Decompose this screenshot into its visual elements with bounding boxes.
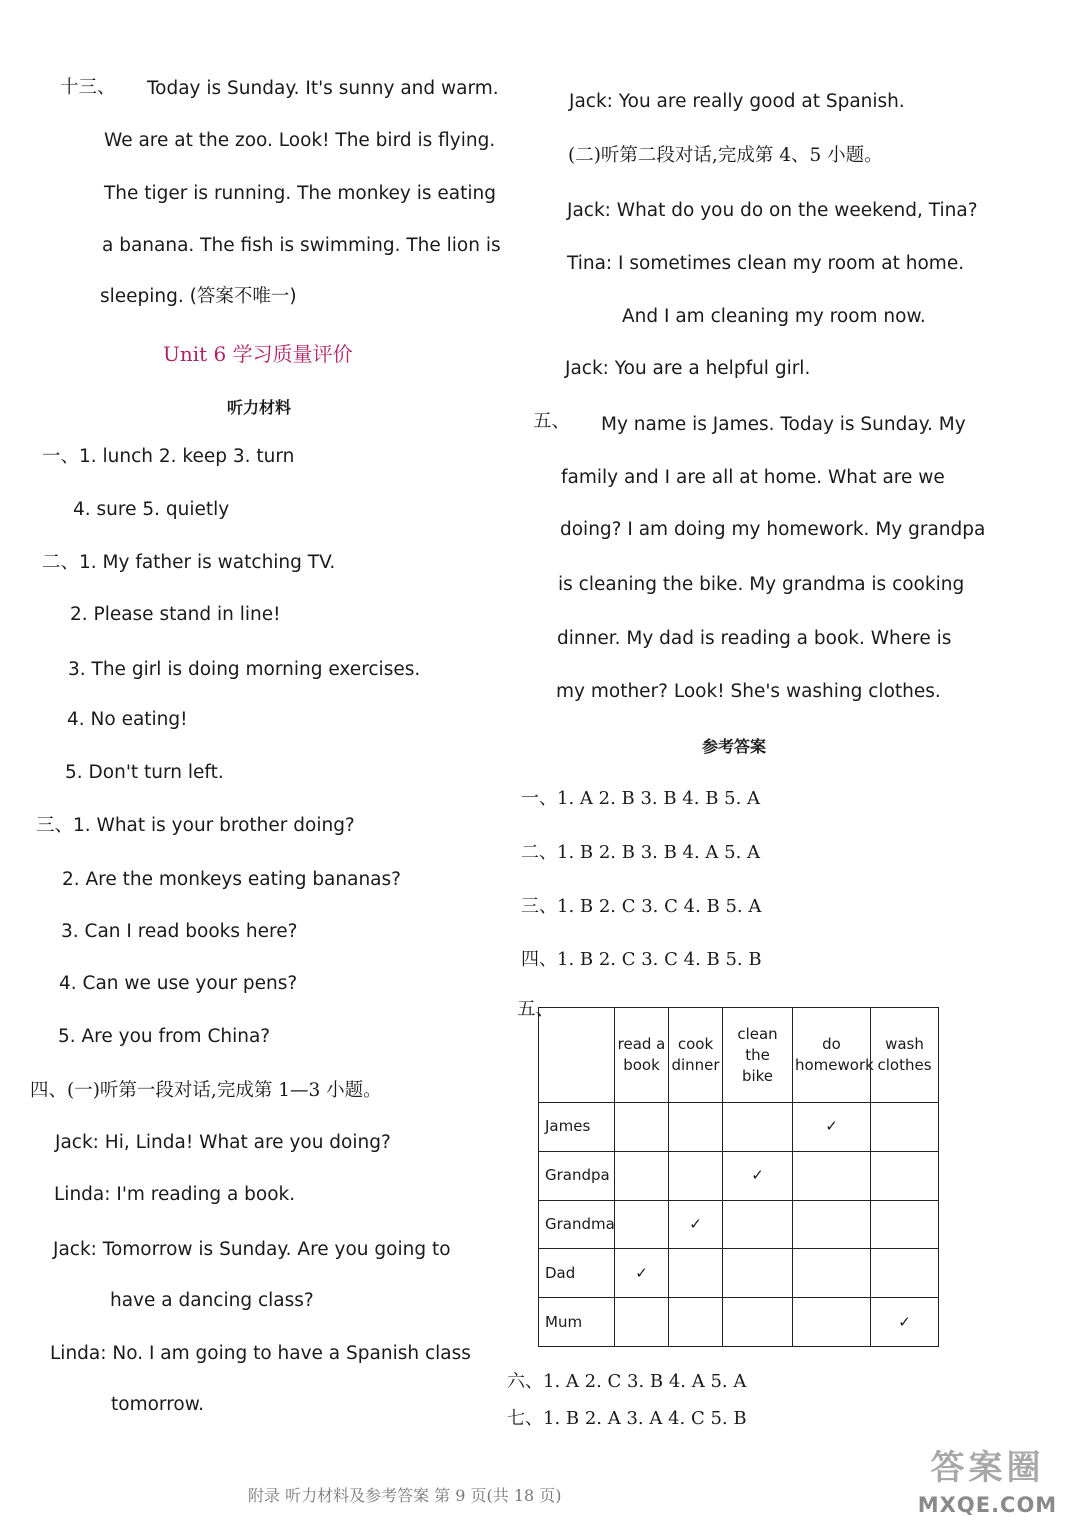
dialogue-1-line-6: tomorrow. xyxy=(111,1394,205,1415)
column-header-line: bike xyxy=(741,1066,774,1085)
row-name: Grandpa xyxy=(539,1151,615,1200)
check-cell xyxy=(723,1103,793,1152)
answer-key-title: 参考答案 xyxy=(702,737,767,756)
row-name: Mum xyxy=(539,1298,615,1347)
column-header xyxy=(669,1008,723,1103)
check-cell xyxy=(723,1298,793,1347)
section-3-item-4: 4. Can we use your pens? xyxy=(59,973,298,994)
dialogue-2-line-4: Jack: You are a helpful girl. xyxy=(565,358,811,379)
section-2-item-4: 4. No eating! xyxy=(67,709,188,730)
row-name: James xyxy=(539,1103,615,1152)
check-cell xyxy=(615,1151,669,1200)
check-cell xyxy=(871,1249,939,1298)
check-cell: ✓ xyxy=(871,1298,939,1347)
section-13-number: 十三、 xyxy=(60,77,116,98)
check-cell xyxy=(723,1249,793,1298)
watermark-text: 答案圈 xyxy=(930,1448,1045,1488)
answer-row-2: 二、1. B 2. B 3. B 4. A 5. A xyxy=(521,842,761,863)
dialogue-1-line-2: Linda: I'm reading a book. xyxy=(54,1184,296,1205)
dialogue-2-header: (二)听第二段对话,完成第 4、5 小题。 xyxy=(568,145,883,166)
check-cell xyxy=(793,1151,871,1200)
row-name: Dad xyxy=(539,1249,615,1298)
check-cell: ✓ xyxy=(723,1151,793,1200)
table-row xyxy=(539,1103,939,1152)
check-cell xyxy=(615,1103,669,1152)
dialogue-1-line-3: Jack: Tomorrow is Sunday. Are you going to xyxy=(53,1239,451,1260)
section-3-item-1: 三、1. What is your brother doing? xyxy=(36,815,355,836)
passage-line-2: family and I are all at home. What are we xyxy=(561,467,945,488)
section-2-item-3: 3. The girl is doing morning exercises. xyxy=(68,659,421,680)
column-header-line: clean the xyxy=(737,1024,778,1064)
passage-line-3: doing? I am doing my homework. My grandpa xyxy=(560,519,986,540)
section-13-line-4: a banana. The fish is swimming. The lion is xyxy=(102,235,501,256)
section-13-line-5: sleeping. (答案不唯一) xyxy=(100,286,297,307)
table-row xyxy=(539,1200,939,1249)
section-3-item-2: 2. Are the monkeys eating bananas? xyxy=(62,869,401,890)
section-13-line-1: Today is Sunday. It's sunny and warm. xyxy=(147,78,499,99)
dialogue-1-line-5: Linda: No. I am going to have a Spanish class xyxy=(50,1343,471,1364)
check-cell xyxy=(669,1249,723,1298)
passage-line-1: My name is James. Today is Sunday. My xyxy=(601,414,966,435)
table-header-row xyxy=(539,1008,939,1103)
check-cell: ✓ xyxy=(669,1200,723,1249)
check-cell xyxy=(793,1249,871,1298)
check-cell xyxy=(669,1298,723,1347)
section-13-line-3: The tiger is running. The monkey is eating xyxy=(104,183,496,204)
row-name: Grandma xyxy=(539,1200,615,1249)
answer-table xyxy=(538,1007,939,1347)
check-cell xyxy=(871,1103,939,1152)
check-cell xyxy=(615,1200,669,1249)
section-3-item-3: 3. Can I read books here? xyxy=(61,921,298,942)
answer-row-4: 四、1. B 2. C 3. C 4. B 5. B xyxy=(521,949,762,970)
check-cell xyxy=(793,1200,871,1249)
column-header xyxy=(723,1008,793,1103)
check-cell xyxy=(793,1298,871,1347)
section-2-item-5: 5. Don't turn left. xyxy=(65,762,224,783)
section-3-item-5: 5. Are you from China? xyxy=(58,1026,271,1047)
check-cell xyxy=(871,1151,939,1200)
check-cell: ✓ xyxy=(615,1249,669,1298)
column-header xyxy=(615,1008,669,1103)
watermark-url: MXQE.COM xyxy=(917,1493,1058,1517)
check-cell: ✓ xyxy=(793,1103,871,1152)
column-header xyxy=(871,1008,939,1103)
listening-materials-title: 听力材料 xyxy=(227,398,292,417)
column-header-line: do xyxy=(822,1035,841,1053)
passage-line-6: my mother? Look! She's washing clothes. xyxy=(556,681,941,702)
answer-row-6: 六、1. A 2. C 3. B 4. A 5. A xyxy=(507,1371,747,1392)
section-13-line-2: We are at the zoo. Look! The bird is flying. xyxy=(104,130,496,151)
dialogue-2-line-1: Jack: What do you do on the weekend, Tina? xyxy=(567,200,978,221)
section-2-item-1: 二、1. My father is watching TV. xyxy=(42,552,336,573)
column-header-line: dinner xyxy=(671,1056,720,1074)
watermark-logo xyxy=(900,1440,1075,1532)
section-1-line-2: 4. sure 5. quietly xyxy=(73,499,230,520)
column-header-line: homework xyxy=(795,1056,874,1074)
section-5-number: 五、 xyxy=(533,411,571,432)
column-header-line: cook xyxy=(677,1035,714,1053)
answer-row-7: 七、1. B 2. A 3. A 4. C 5. B xyxy=(507,1408,747,1429)
section-4-header: 四、(一)听第一段对话,完成第 1—3 小题。 xyxy=(30,1080,382,1101)
dialogue-2-line-2: Tina: I sometimes clean my room at home. xyxy=(567,253,965,274)
table-row xyxy=(539,1249,939,1298)
column-header xyxy=(793,1008,874,1103)
dialogue-1-line-1: Jack: Hi, Linda! What are you doing? xyxy=(55,1132,391,1153)
check-cell xyxy=(615,1298,669,1347)
check-cell xyxy=(669,1151,723,1200)
check-cell xyxy=(723,1200,793,1249)
passage-line-4: is cleaning the bike. My grandma is cooking xyxy=(558,574,965,595)
answer-table-label: 五、 xyxy=(517,999,555,1020)
column-header-line: clothes xyxy=(877,1056,932,1074)
page-footer: 附录 听力材料及参考答案 第 9 页(共 18 页) xyxy=(248,1486,562,1505)
check-cell xyxy=(669,1103,723,1152)
table-row xyxy=(539,1151,939,1200)
unit-title: Unit 6 学习质量评价 xyxy=(163,342,353,366)
column-header-line: book xyxy=(623,1056,660,1074)
table-row xyxy=(539,1298,939,1347)
column-header-line: read a xyxy=(617,1035,666,1053)
answer-row-1: 一、1. A 2. B 3. B 4. B 5. A xyxy=(521,788,761,809)
check-cell xyxy=(871,1200,939,1249)
section-2-item-2: 2. Please stand in line! xyxy=(70,604,281,625)
column-header-line: wash xyxy=(885,1035,924,1053)
dialogue-1-line-4: have a dancing class? xyxy=(110,1290,314,1311)
section-1-line-1: 一、1. lunch 2. keep 3. turn xyxy=(42,446,295,467)
passage-line-5: dinner. My dad is reading a book. Where is xyxy=(557,628,952,649)
dialogue-1-end: Jack: You are really good at Spanish. xyxy=(569,91,905,112)
answer-row-3: 三、1. B 2. C 3. C 4. B 5. A xyxy=(521,896,762,917)
dialogue-2-line-3: And I am cleaning my room now. xyxy=(622,306,926,327)
table-corner-cell xyxy=(539,1008,615,1103)
